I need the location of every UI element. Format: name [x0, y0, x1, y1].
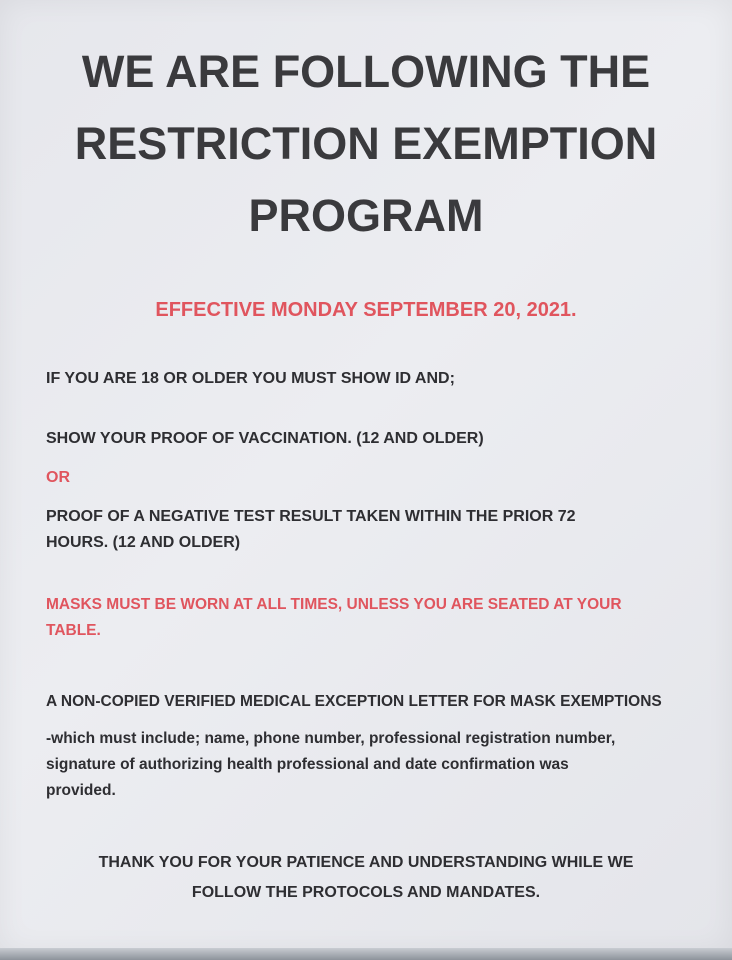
or-separator: OR — [46, 469, 70, 486]
exemption-detail-line-1: -which must include; name, phone number, professional registration number, — [46, 730, 616, 747]
id-requirement: IF YOU ARE 18 OR OLDER YOU MUST SHOW ID AND; — [46, 370, 455, 387]
negative-test-line-1: PROOF OF A NEGATIVE TEST RESULT TAKEN WITHIN THE PRIOR 72 — [46, 508, 576, 525]
title-line-3: PROGRAM — [248, 190, 484, 241]
title-line-2: RESTRICTION EXEMPTION — [74, 118, 658, 169]
effective-date: EFFECTIVE MONDAY SEPTEMBER 20, 2021. — [155, 299, 577, 321]
thank-you-footer — [20, 848, 712, 908]
negative-test-requirement — [46, 504, 706, 556]
mask-notice-line-1: MASKS MUST BE WORN AT ALL TIMES, UNLESS YOU ARE SEATED AT YOUR — [46, 596, 622, 613]
title-line-1: WE ARE FOLLOWING THE — [81, 46, 651, 97]
mask-notice-line-2: TABLE. — [46, 622, 101, 639]
exemption-detail-line-2: signature of authorizing health professional and date confirmation was — [46, 756, 569, 773]
exemption-heading: A NON-COPIED VERIFIED MEDICAL EXCEPTION LETTER FOR MASK EXEMPTIONS — [46, 693, 662, 710]
vaccination-requirement: SHOW YOUR PROOF OF VACCINATION. (12 AND OLDER) — [46, 430, 484, 447]
exemption-details — [46, 726, 706, 804]
footer-line-2: FOLLOW THE PROTOCOLS AND MANDATES. — [191, 884, 541, 901]
table-edge — [0, 948, 732, 960]
negative-test-line-2: HOURS. (12 AND OLDER) — [46, 534, 241, 551]
exemption-detail-line-3: provided. — [46, 782, 116, 799]
mask-notice — [46, 592, 706, 644]
sign-title — [20, 36, 712, 252]
footer-line-1: THANK YOU FOR YOUR PATIENCE AND UNDERSTANDING WHILE WE — [98, 854, 634, 871]
